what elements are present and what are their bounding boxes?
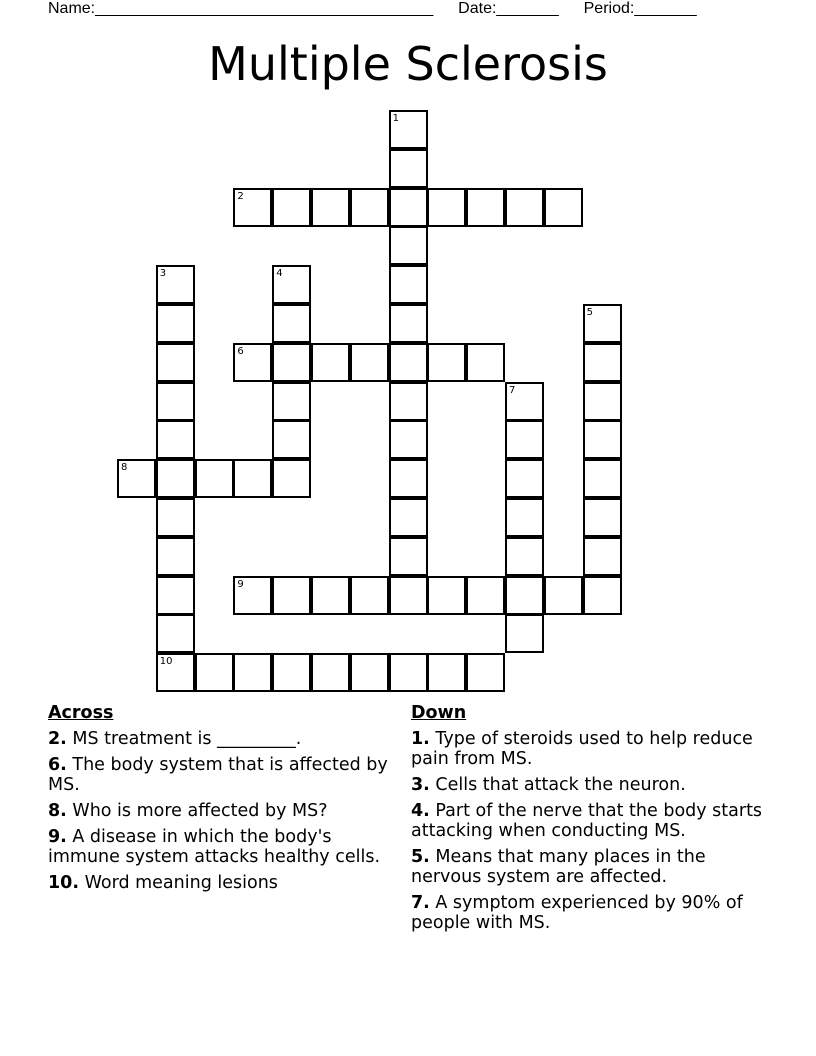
crossword-cell[interactable] (583, 459, 622, 498)
crossword-cell[interactable] (195, 653, 234, 692)
crossword-cell[interactable] (233, 188, 272, 227)
clue-across-6: 6. The body system that is affected by MS. (48, 755, 388, 795)
clue-number: 2 (237, 190, 244, 202)
clue-number: 8 (121, 462, 128, 474)
date-blank[interactable]: _______ (496, 0, 559, 17)
crossword-cell[interactable] (272, 653, 311, 692)
crossword-cell[interactable] (156, 498, 195, 537)
crossword-cell[interactable] (583, 304, 622, 343)
crossword-cell[interactable] (350, 576, 389, 615)
crossword-cell[interactable] (505, 188, 544, 227)
crossword-cell[interactable] (156, 537, 195, 576)
page-title: Multiple Sclerosis (208, 37, 608, 91)
crossword-cell[interactable] (466, 343, 505, 382)
crossword-cell[interactable] (156, 576, 195, 615)
crossword-cell[interactable] (466, 653, 505, 692)
crossword-cell[interactable] (156, 614, 195, 653)
crossword-cell[interactable] (117, 459, 156, 498)
crossword-cell[interactable] (156, 653, 195, 692)
clue-down-5: 5. Means that many places in the nervous system are affected. (411, 847, 706, 887)
crossword-cell[interactable] (389, 653, 428, 692)
crossword-cell[interactable] (350, 653, 389, 692)
crossword-cell[interactable] (272, 576, 311, 615)
date-label: Date: (458, 0, 497, 17)
crossword-cell[interactable] (272, 304, 311, 343)
crossword-cell[interactable] (427, 343, 466, 382)
clue-number: 9 (237, 578, 244, 590)
crossword-cell[interactable] (505, 614, 544, 653)
crossword-cell[interactable] (389, 149, 428, 188)
crossword-cell[interactable] (389, 265, 428, 304)
crossword-cell[interactable] (195, 459, 234, 498)
crossword-cell[interactable] (233, 343, 272, 382)
crossword-cell[interactable] (272, 420, 311, 459)
clue-across-2: 2. MS treatment is _________. (48, 729, 302, 749)
period-blank[interactable]: _______ (634, 0, 697, 17)
crossword-cell[interactable] (466, 576, 505, 615)
crossword-cell[interactable] (544, 188, 583, 227)
clue-across-10: 10. Word meaning lesions (48, 873, 278, 893)
crossword-cell[interactable] (389, 498, 428, 537)
crossword-cell[interactable] (427, 653, 466, 692)
crossword-cell[interactable] (583, 343, 622, 382)
crossword-cell[interactable] (311, 576, 350, 615)
crossword-cell[interactable] (389, 110, 428, 149)
down-clues (411, 702, 781, 939)
crossword-cell[interactable] (505, 459, 544, 498)
clue-number: 5 (586, 307, 593, 318)
crossword-cell[interactable] (583, 537, 622, 576)
clue-down-7: 7. A symptom experienced by 90% of people with MS. (411, 893, 743, 933)
crossword-cell[interactable] (156, 382, 195, 421)
crossword-cell[interactable] (583, 498, 622, 537)
crossword-cell[interactable] (505, 576, 544, 615)
crossword-cell[interactable] (233, 653, 272, 692)
crossword-cell[interactable] (505, 498, 544, 537)
crossword-cell[interactable] (272, 382, 311, 421)
clue-down-1: 1. Type of steroids used to help reduce pain from MS. (411, 729, 753, 769)
crossword-cell[interactable] (389, 188, 428, 227)
name-blank[interactable]: ______________________________________ (95, 0, 434, 17)
crossword-cell[interactable] (311, 653, 350, 692)
crossword-cell[interactable] (389, 459, 428, 498)
crossword-cell[interactable] (389, 382, 428, 421)
crossword-cell[interactable] (427, 188, 466, 227)
crossword-cell[interactable] (156, 265, 195, 304)
crossword-cell[interactable] (272, 188, 311, 227)
clue-across-9: 9. A disease in which the body's immune system attacks healthy cells. (48, 827, 381, 867)
crossword-cell[interactable] (389, 576, 428, 615)
crossword-cell[interactable] (311, 343, 350, 382)
across-clues (48, 702, 408, 899)
crossword-cell[interactable] (583, 576, 622, 615)
crossword-cell[interactable] (389, 304, 428, 343)
crossword-cell[interactable] (389, 537, 428, 576)
crossword-cell[interactable] (272, 265, 311, 304)
crossword-cell[interactable] (272, 459, 311, 498)
crossword-cell[interactable] (233, 576, 272, 615)
across-heading: Across (48, 703, 114, 723)
clue-down-4: 4. Part of the nerve that the body starts attacking when conducting MS. (411, 801, 763, 841)
crossword-cell[interactable] (505, 382, 544, 421)
clue-number: 1 (392, 113, 399, 124)
crossword-cell[interactable] (389, 226, 428, 265)
clue-across-8: 8. Who is more affected by MS? (48, 801, 328, 821)
crossword-cell[interactable] (350, 343, 389, 382)
crossword-cell[interactable] (466, 188, 505, 227)
clue-down-3: 3. Cells that attack the neuron. (411, 775, 686, 795)
crossword-cell[interactable] (389, 420, 428, 459)
down-heading: Down (411, 703, 467, 723)
crossword-cell[interactable] (389, 343, 428, 382)
crossword-cell[interactable] (505, 537, 544, 576)
name-label: Name: (48, 0, 96, 17)
period-label: Period: (583, 0, 635, 17)
clue-number: 10 (159, 656, 173, 668)
crossword-cell[interactable] (156, 459, 195, 498)
crossword-cell[interactable] (272, 343, 311, 382)
crossword-cell[interactable] (544, 576, 583, 615)
clue-number: 4 (276, 268, 283, 280)
crossword-cell[interactable] (311, 188, 350, 227)
crossword-cell[interactable] (427, 576, 466, 615)
crossword-cell[interactable] (233, 459, 272, 498)
crossword-cell[interactable] (583, 420, 622, 459)
crossword-cell[interactable] (505, 420, 544, 459)
crossword-cell[interactable] (350, 188, 389, 227)
crossword-cell[interactable] (156, 304, 195, 343)
clue-number: 7 (509, 384, 516, 396)
crossword-cell[interactable] (156, 343, 195, 382)
clue-number: 6 (237, 345, 244, 357)
crossword-cell[interactable] (583, 382, 622, 421)
clue-number: 3 (159, 268, 167, 280)
crossword-cell[interactable] (156, 420, 195, 459)
